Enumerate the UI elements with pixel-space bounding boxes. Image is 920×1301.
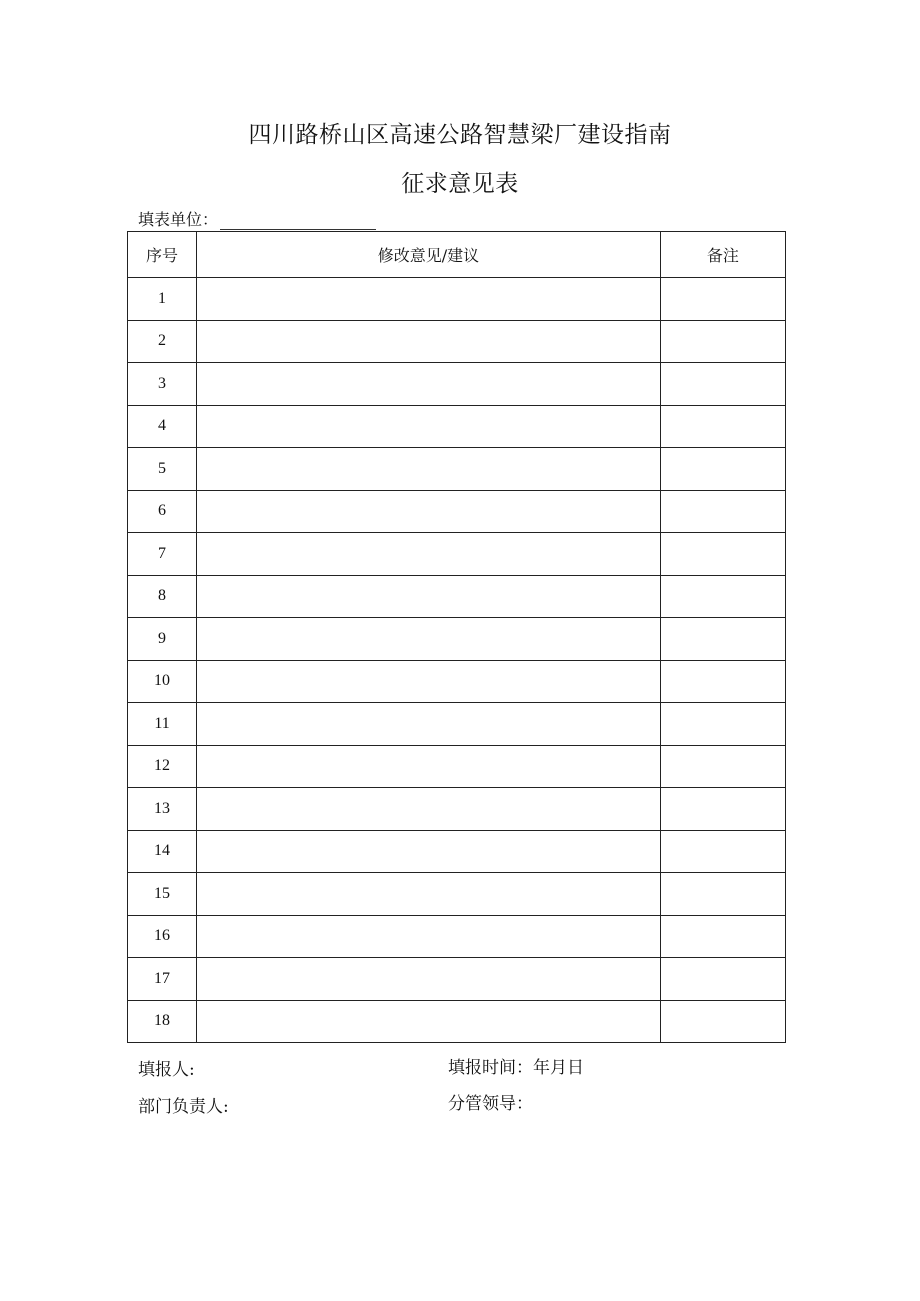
table-row <box>128 278 786 321</box>
suggestion-cell[interactable] <box>197 958 661 1001</box>
row-index: 15 <box>128 873 197 916</box>
suggestion-cell[interactable] <box>197 405 661 448</box>
document-subtitle: 征求意见表 <box>401 171 519 197</box>
suggestion-cell[interactable] <box>197 618 661 661</box>
table-row <box>128 575 786 618</box>
remark-cell[interactable] <box>660 405 785 448</box>
table-row <box>128 1000 786 1043</box>
suggestion-cell[interactable] <box>197 873 661 916</box>
remark-cell[interactable] <box>660 575 785 618</box>
suggestion-cell[interactable] <box>197 490 661 533</box>
remark-cell[interactable] <box>660 660 785 703</box>
table-row <box>128 703 786 746</box>
unit-field <box>138 207 376 230</box>
table-row <box>128 533 786 576</box>
table-header-row <box>128 232 786 278</box>
row-index: 14 <box>128 830 197 873</box>
row-index: 12 <box>128 745 197 788</box>
remark-cell[interactable] <box>660 363 785 406</box>
table-row <box>128 788 786 831</box>
remark-cell[interactable] <box>660 490 785 533</box>
remark-cell[interactable] <box>660 915 785 958</box>
suggestion-cell[interactable] <box>197 788 661 831</box>
suggestion-cell[interactable] <box>197 278 661 321</box>
remark-cell[interactable] <box>660 703 785 746</box>
row-index: 13 <box>128 788 197 831</box>
suggestion-cell[interactable] <box>197 320 661 363</box>
table-row <box>128 405 786 448</box>
remark-cell[interactable] <box>660 278 785 321</box>
remark-cell[interactable] <box>660 533 785 576</box>
row-index: 7 <box>128 533 197 576</box>
table-row <box>128 958 786 1001</box>
unit-label: 填表单位： <box>138 210 219 229</box>
suggestion-cell[interactable] <box>197 575 661 618</box>
row-index: 2 <box>128 320 197 363</box>
remark-cell[interactable] <box>660 320 785 363</box>
row-index: 18 <box>128 1000 197 1043</box>
comment-table <box>127 231 786 1043</box>
remark-cell[interactable] <box>660 1000 785 1043</box>
filler-label: 填报人: <box>138 1060 195 1080</box>
fill-time-label: 填报时间：年月日 <box>448 1058 584 1078</box>
row-index: 3 <box>128 363 197 406</box>
dept-head-label: 部门负责人: <box>138 1097 229 1117</box>
header-index: 序号 <box>128 232 197 278</box>
suggestion-cell[interactable] <box>197 915 661 958</box>
header-remark: 备注 <box>660 232 785 278</box>
row-index: 8 <box>128 575 197 618</box>
table-row <box>128 745 786 788</box>
row-index: 16 <box>128 915 197 958</box>
row-index: 17 <box>128 958 197 1001</box>
suggestion-cell[interactable] <box>197 660 661 703</box>
row-index: 5 <box>128 448 197 491</box>
suggestion-cell[interactable] <box>197 745 661 788</box>
suggestion-cell[interactable] <box>197 830 661 873</box>
leader-label: 分管领导： <box>448 1094 533 1114</box>
row-index: 6 <box>128 490 197 533</box>
remark-cell[interactable] <box>660 788 785 831</box>
document-title: 四川路桥山区高速公路智慧梁厂建设指南 <box>248 122 672 148</box>
suggestion-cell[interactable] <box>197 703 661 746</box>
table-row <box>128 363 786 406</box>
row-index: 4 <box>128 405 197 448</box>
table-row <box>128 660 786 703</box>
row-index: 9 <box>128 618 197 661</box>
table-row <box>128 873 786 916</box>
table-row <box>128 448 786 491</box>
row-index: 1 <box>128 278 197 321</box>
remark-cell[interactable] <box>660 618 785 661</box>
remark-cell[interactable] <box>660 448 785 491</box>
suggestion-cell[interactable] <box>197 533 661 576</box>
table-row <box>128 915 786 958</box>
unit-input-line[interactable] <box>220 213 376 230</box>
remark-cell[interactable] <box>660 830 785 873</box>
table-row <box>128 618 786 661</box>
remark-cell[interactable] <box>660 745 785 788</box>
suggestion-cell[interactable] <box>197 448 661 491</box>
remark-cell[interactable] <box>660 958 785 1001</box>
table-row <box>128 320 786 363</box>
remark-cell[interactable] <box>660 873 785 916</box>
suggestion-cell[interactable] <box>197 1000 661 1043</box>
table-row <box>128 830 786 873</box>
row-index: 10 <box>128 660 197 703</box>
row-index: 11 <box>128 703 197 746</box>
table-row <box>128 490 786 533</box>
header-suggestion: 修改意见/建议 <box>197 232 661 278</box>
suggestion-cell[interactable] <box>197 363 661 406</box>
